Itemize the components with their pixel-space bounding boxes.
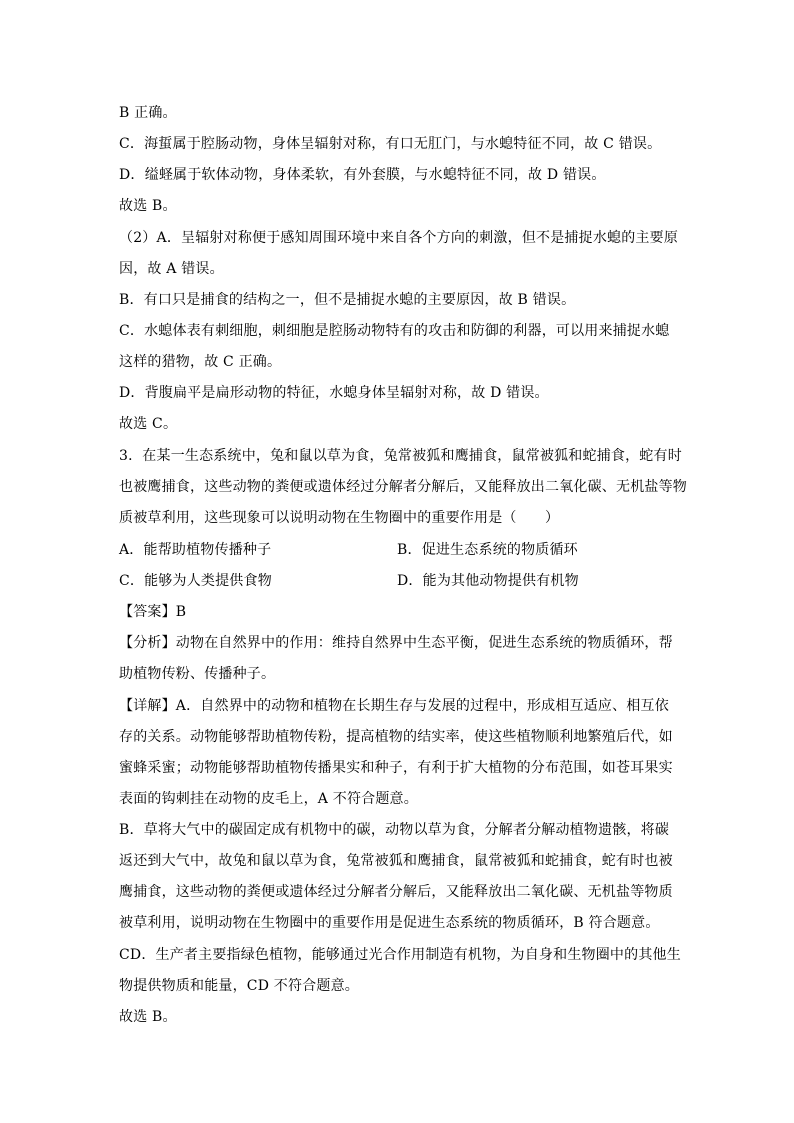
- option-c: C．能够为人类提供食物: [119, 573, 272, 589]
- analysis-line: 【分析】动物在自然界中的作用：维持自然界中生态平衡，促进生态系统的物质循环，帮: [119, 635, 673, 651]
- text-line: 因，故 A 错误。: [119, 261, 224, 277]
- text-line: 故选 B。: [119, 198, 177, 214]
- text-line: 故选 C。: [119, 416, 178, 432]
- detail-line: 物提供物质和能量，CD 不符合题意。: [119, 978, 359, 994]
- detail-line: 故选 B。: [119, 1009, 177, 1025]
- text-line: 这样的猎物，故 C 正确。: [119, 354, 282, 370]
- analysis-line: 助植物传粉、传播种子。: [119, 666, 276, 682]
- option-a: A．能帮助植物传播种子: [119, 542, 272, 558]
- detail-line: 表面的钩刺挂在动物的皮毛上，A 不符合题意。: [119, 791, 418, 807]
- answer-line: 【答案】B: [119, 604, 187, 620]
- detail-line: 被草利用，说明动物在生物圈中的重要作用是促进生态系统的物质循环，B 符合题意。: [119, 915, 660, 931]
- detail-line: CD．生产者主要指绿色植物，能够通过光合作用制造有机物，为自身和生物圈中的其他生: [119, 947, 681, 963]
- detail-line: 存的关系。动物能够帮助植物传粉，提高植物的结实率，使这些植物顺利地繁殖后代，如: [119, 729, 673, 745]
- detail-line: 返还到大气中，故兔和鼠以草为食，兔常被狐和鹰捕食，鼠常被狐和蛇捕食，蛇有时也被: [119, 853, 673, 869]
- text-line: D．缢蛏属于软体动物，身体柔软，有外套膜，与水螅特征不同，故 D 错误。: [119, 167, 606, 183]
- question-line: 3．在某一生态系统中，兔和鼠以草为食，兔常被狐和鹰捕食，鼠常被狐和蛇捕食，蛇有时: [119, 448, 682, 464]
- option-b: B．促进生态系统的物质循环: [397, 542, 578, 558]
- text-line: C．海蜇属于腔肠动物，身体呈辐射对称，有口无肛门，与水螅特征不同，故 C 错误。: [119, 136, 662, 152]
- detail-line: 【详解】A．自然界中的动物和植物在长期生存与发展的过程中，形成相互适应、相互依: [119, 698, 669, 714]
- text-line: C．水螅体表有刺细胞，刺细胞是腔肠动物特有的攻击和防御的利器，可以用来捕捉水螅: [119, 323, 670, 339]
- text-line: D．背腹扁平是扁形动物的特征，水螅身体呈辐射对称，故 D 错误。: [119, 385, 549, 401]
- option-d: D．能为其他动物提供有机物: [397, 573, 579, 589]
- detail-line: 蜜蜂采蜜；动物能够帮助植物传播果实和种子，有利于扩大植物的分布范围，如苍耳果实: [119, 760, 673, 776]
- text-line: B．有口只是捕食的结构之一，但不是捕捉水螅的主要原因，故 B 错误。: [119, 292, 576, 308]
- detail-line: B．草将大气中的碳固定成有机物中的碳，动物以草为食，分解者分解动植物遗骸，将碳: [119, 822, 670, 838]
- detail-line: 鹰捕食，这些动物的粪便或遗体经过分解者分解后，又能释放出二氧化碳、无机盐等物质: [119, 884, 673, 900]
- text-line: B 正确。: [119, 105, 177, 121]
- question-line: 也被鹰捕食，这些动物的粪便或遗体经过分解者分解后，又能释放出二氧化碳、无机盐等物: [119, 479, 687, 495]
- text-line: （2）A．呈辐射对称便于感知周围环境中来自各个方向的刺激，但不是捕捉水螅的主要原: [119, 230, 679, 246]
- question-line: 质被草利用，这些现象可以说明动物在生物圈中的重要作用是（ ）: [119, 510, 560, 526]
